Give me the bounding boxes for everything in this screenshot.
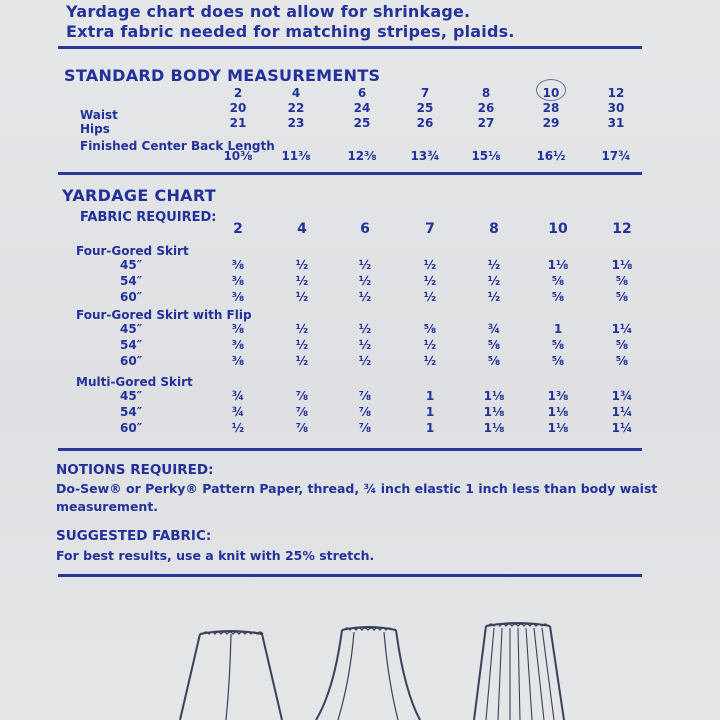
yardage-value: 1⅛ (547, 405, 569, 419)
measurement-size-header: 4 (291, 86, 301, 100)
yardage-value: ⅝ (615, 290, 629, 304)
hips-value: 23 (287, 116, 305, 130)
fabric-width-label: 54″ (120, 338, 143, 352)
hips-value: 29 (542, 116, 560, 130)
yardage-value: 1 (425, 389, 435, 403)
yardage-value: ⅝ (615, 274, 629, 288)
yardage-value: ⅞ (358, 421, 372, 435)
yardage-value: 1 (553, 322, 563, 336)
length-value: 11⅜ (281, 149, 311, 163)
yardage-value: ⅞ (358, 405, 372, 419)
length-label: Finished Center Back Length (80, 139, 275, 153)
yardage-value: ⅞ (295, 389, 309, 403)
yardage-value: ⅝ (615, 354, 629, 368)
yardage-size-header: 8 (489, 221, 499, 237)
yardage-value: 1⅛ (483, 405, 505, 419)
hips-value: 27 (477, 116, 495, 130)
yardage-value: ⅜ (231, 290, 245, 304)
fabric-width-label: 60″ (120, 421, 143, 435)
yardage-value: ⅝ (615, 338, 629, 352)
hips-label: Hips (80, 122, 110, 136)
yardage-value: ½ (295, 274, 309, 288)
yardage-value: ½ (487, 258, 501, 272)
measurement-size-header: 7 (420, 86, 430, 100)
yardage-value: ½ (295, 354, 309, 368)
yardage-title: YARDAGE CHART (62, 186, 216, 205)
length-value: 10⅜ (223, 149, 253, 163)
yardage-value: ½ (295, 258, 309, 272)
four-gored-skirt-drawing (180, 631, 282, 720)
yardage-value: ½ (487, 290, 501, 304)
waist-value: 25 (416, 101, 434, 115)
measurement-size-header: 10 (542, 86, 560, 100)
yardage-value: ⅜ (231, 354, 245, 368)
yardage-value: 1 (425, 405, 435, 419)
yardage-value: ½ (358, 322, 372, 336)
yardage-value: ½ (423, 290, 437, 304)
skirt-style-label: Four-Gored Skirt with Flip (76, 308, 252, 322)
hips-value: 26 (416, 116, 434, 130)
yardage-value: ½ (358, 274, 372, 288)
waist-value: 20 (229, 101, 247, 115)
yardage-value: ⅜ (231, 322, 245, 336)
yardage-size-header: 2 (233, 221, 243, 237)
hips-value: 21 (229, 116, 247, 130)
fabric-width-label: 60″ (120, 354, 143, 368)
yardage-value: ⅞ (295, 421, 309, 435)
fabric-width-label: 45″ (120, 322, 143, 336)
yardage-value: ½ (423, 354, 437, 368)
yardage-value: ¾ (231, 405, 245, 419)
length-value: 17¾ (601, 149, 631, 163)
yardage-value: 1⅛ (547, 421, 569, 435)
fabric-title: SUGGESTED FABRIC: (56, 528, 212, 544)
notions-text: Do-Sew® or Perky® Pattern Paper, thread, ¾ inch elastic 1 inch less than body waist (56, 481, 658, 496)
yardage-size-header: 7 (425, 221, 435, 237)
yardage-value: 1⅛ (483, 421, 505, 435)
length-value: 12⅜ (347, 149, 377, 163)
shrinkage-note: Yardage chart does not allow for shrinkage. (66, 2, 471, 21)
yardage-value: ⅝ (487, 354, 501, 368)
measurements-title: STANDARD BODY MEASUREMENTS (64, 66, 381, 85)
yardage-value: 1¼ (611, 322, 633, 336)
yardage-value: ⅝ (551, 274, 565, 288)
measurement-size-header: 6 (357, 86, 367, 100)
yardage-value: ⅜ (231, 338, 245, 352)
multi-gored-skirt-drawing (474, 623, 564, 720)
yardage-value: 1⅜ (547, 389, 569, 403)
yardage-value: ½ (423, 338, 437, 352)
yardage-value: ⅞ (295, 405, 309, 419)
waist-value: 30 (607, 101, 625, 115)
yardage-value: 1⅛ (483, 389, 505, 403)
yardage-value: 1¾ (611, 389, 633, 403)
yardage-value: ⅝ (423, 322, 437, 336)
yardage-value: ½ (358, 258, 372, 272)
yardage-value: ⅜ (231, 258, 245, 272)
waist-value: 22 (287, 101, 305, 115)
waist-value: 24 (353, 101, 371, 115)
matching-note: Extra fabric needed for matching stripes, plaids. (66, 22, 515, 41)
fabric-width-label: 60″ (120, 290, 143, 304)
waist-value: 26 (477, 101, 495, 115)
measurement-size-header: 2 (233, 86, 243, 100)
fabric-width-label: 54″ (120, 274, 143, 288)
yardage-value: ½ (487, 274, 501, 288)
yardage-value: ½ (358, 290, 372, 304)
yardage-value: ½ (423, 274, 437, 288)
yardage-value: ½ (295, 338, 309, 352)
yardage-value: ⅝ (487, 338, 501, 352)
yardage-value: ½ (231, 421, 245, 435)
notions-title: NOTIONS REQUIRED: (56, 462, 214, 478)
fabric-width-label: 45″ (120, 258, 143, 272)
fabric-text: For best results, use a knit with 25% stretch. (56, 548, 375, 563)
measurement-size-header: 12 (607, 86, 625, 100)
fabric-required-label: FABRIC REQUIRED: (80, 210, 217, 225)
yardage-value: 1⅛ (547, 258, 569, 272)
yardage-value: ⅝ (551, 338, 565, 352)
yardage-value: ½ (358, 354, 372, 368)
yardage-size-header: 6 (360, 221, 370, 237)
yardage-value: ½ (423, 258, 437, 272)
length-value: 15⅛ (471, 149, 501, 163)
yardage-size-header: 12 (612, 221, 632, 237)
hips-value: 25 (353, 116, 371, 130)
flip-skirt-drawing (316, 627, 420, 720)
yardage-value: 1⅛ (611, 258, 633, 272)
yardage-value: ⅞ (358, 389, 372, 403)
yardage-value: 1¼ (611, 405, 633, 419)
yardage-value: ⅝ (551, 354, 565, 368)
yardage-size-header: 10 (548, 221, 568, 237)
skirt-style-label: Four-Gored Skirt (76, 244, 189, 258)
yardage-value: ¾ (487, 322, 501, 336)
yardage-value: ⅝ (551, 290, 565, 304)
yardage-size-header: 4 (297, 221, 307, 237)
yardage-value: ¾ (231, 389, 245, 403)
hips-value: 31 (607, 116, 625, 130)
skirt-style-label: Multi-Gored Skirt (76, 375, 193, 389)
notions-text-cont: measurement. (56, 499, 159, 514)
yardage-value: ½ (295, 290, 309, 304)
yardage-value: ½ (295, 322, 309, 336)
length-value: 13¾ (410, 149, 440, 163)
waist-value: 28 (542, 101, 560, 115)
yardage-value: 1 (425, 421, 435, 435)
yardage-value: ½ (358, 338, 372, 352)
yardage-value: ⅜ (231, 274, 245, 288)
fabric-width-label: 45″ (120, 389, 143, 403)
fabric-width-label: 54″ (120, 405, 143, 419)
length-value: 16½ (536, 149, 566, 163)
waist-label: Waist (80, 108, 118, 122)
yardage-value: 1¼ (611, 421, 633, 435)
measurement-size-header: 8 (481, 86, 491, 100)
